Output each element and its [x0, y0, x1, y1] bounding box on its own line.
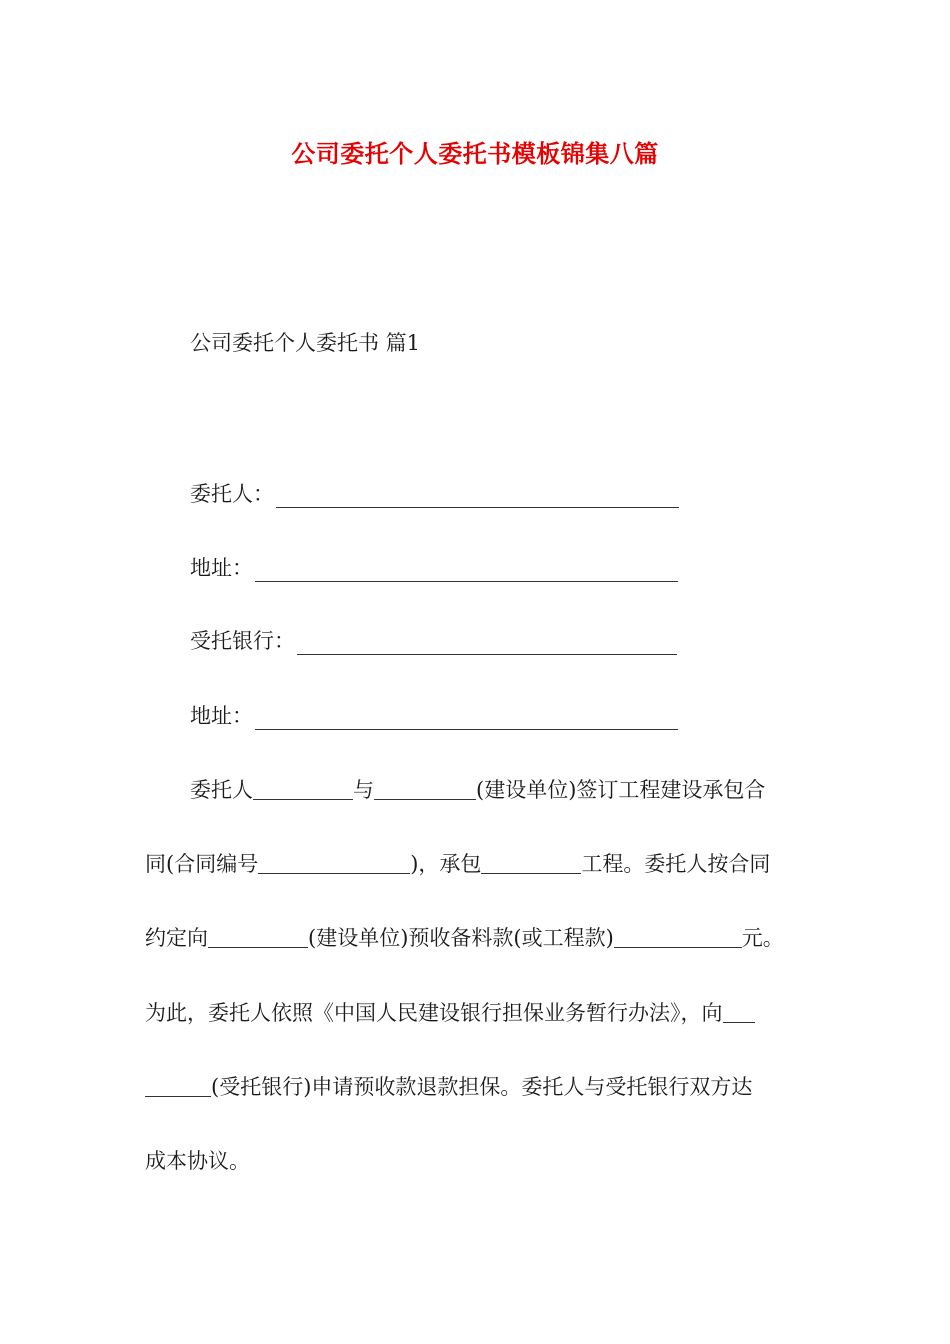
text-span: 与 — [353, 778, 374, 802]
blank-line — [374, 779, 476, 800]
body-line-4 — [145, 997, 755, 1027]
body-line-3 — [145, 922, 784, 952]
blank-line — [258, 853, 410, 874]
body-line-5 — [145, 1071, 752, 1101]
field-label: 地址： — [190, 704, 253, 728]
field-trustee-bank — [190, 625, 677, 655]
body-line-1 — [190, 774, 765, 804]
fill-line — [297, 632, 677, 655]
field-label: 受托银行： — [190, 629, 295, 653]
field-address-1 — [190, 552, 678, 582]
fill-line — [255, 559, 678, 582]
body-line-2 — [145, 848, 770, 878]
text-span: (受托银行)申请预收款退款担保。委托人与受托银行双方达 — [211, 1075, 753, 1099]
text-span: 成本协议。 — [145, 1149, 250, 1173]
field-label: 委托人： — [190, 482, 274, 506]
blank-line — [145, 1076, 211, 1097]
body-line-6 — [145, 1145, 250, 1175]
blank-line — [614, 927, 742, 948]
fill-line — [276, 485, 679, 508]
field-entrustor — [190, 478, 679, 508]
blank-line — [208, 927, 308, 948]
text-span: 约定向 — [145, 926, 208, 950]
document-title: 公司委托个人委托书模板锦集八篇 — [291, 139, 659, 168]
text-span: 为此，委托人依照《中国人民建设银行担保业务暂行办法》，向 — [145, 1001, 723, 1025]
blank-line — [481, 853, 581, 874]
section-heading: 公司委托个人委托书 篇1 — [190, 331, 421, 355]
blank-line — [253, 779, 353, 800]
text-span: 元。 — [741, 926, 784, 950]
blank-line — [723, 1002, 755, 1023]
text-span: 同(合同编号 — [145, 852, 259, 876]
text-span: 委托人 — [190, 778, 253, 802]
fill-line — [255, 707, 678, 730]
text-span: (建设单位)签订工程建设承包合 — [476, 778, 766, 802]
text-span: (建设单位)预收备料款(或工程款) — [308, 926, 614, 950]
field-label: 地址： — [190, 556, 253, 580]
text-span: )，承包 — [410, 852, 482, 876]
field-address-2 — [190, 700, 678, 730]
text-span: 工程。委托人按合同 — [581, 852, 771, 876]
